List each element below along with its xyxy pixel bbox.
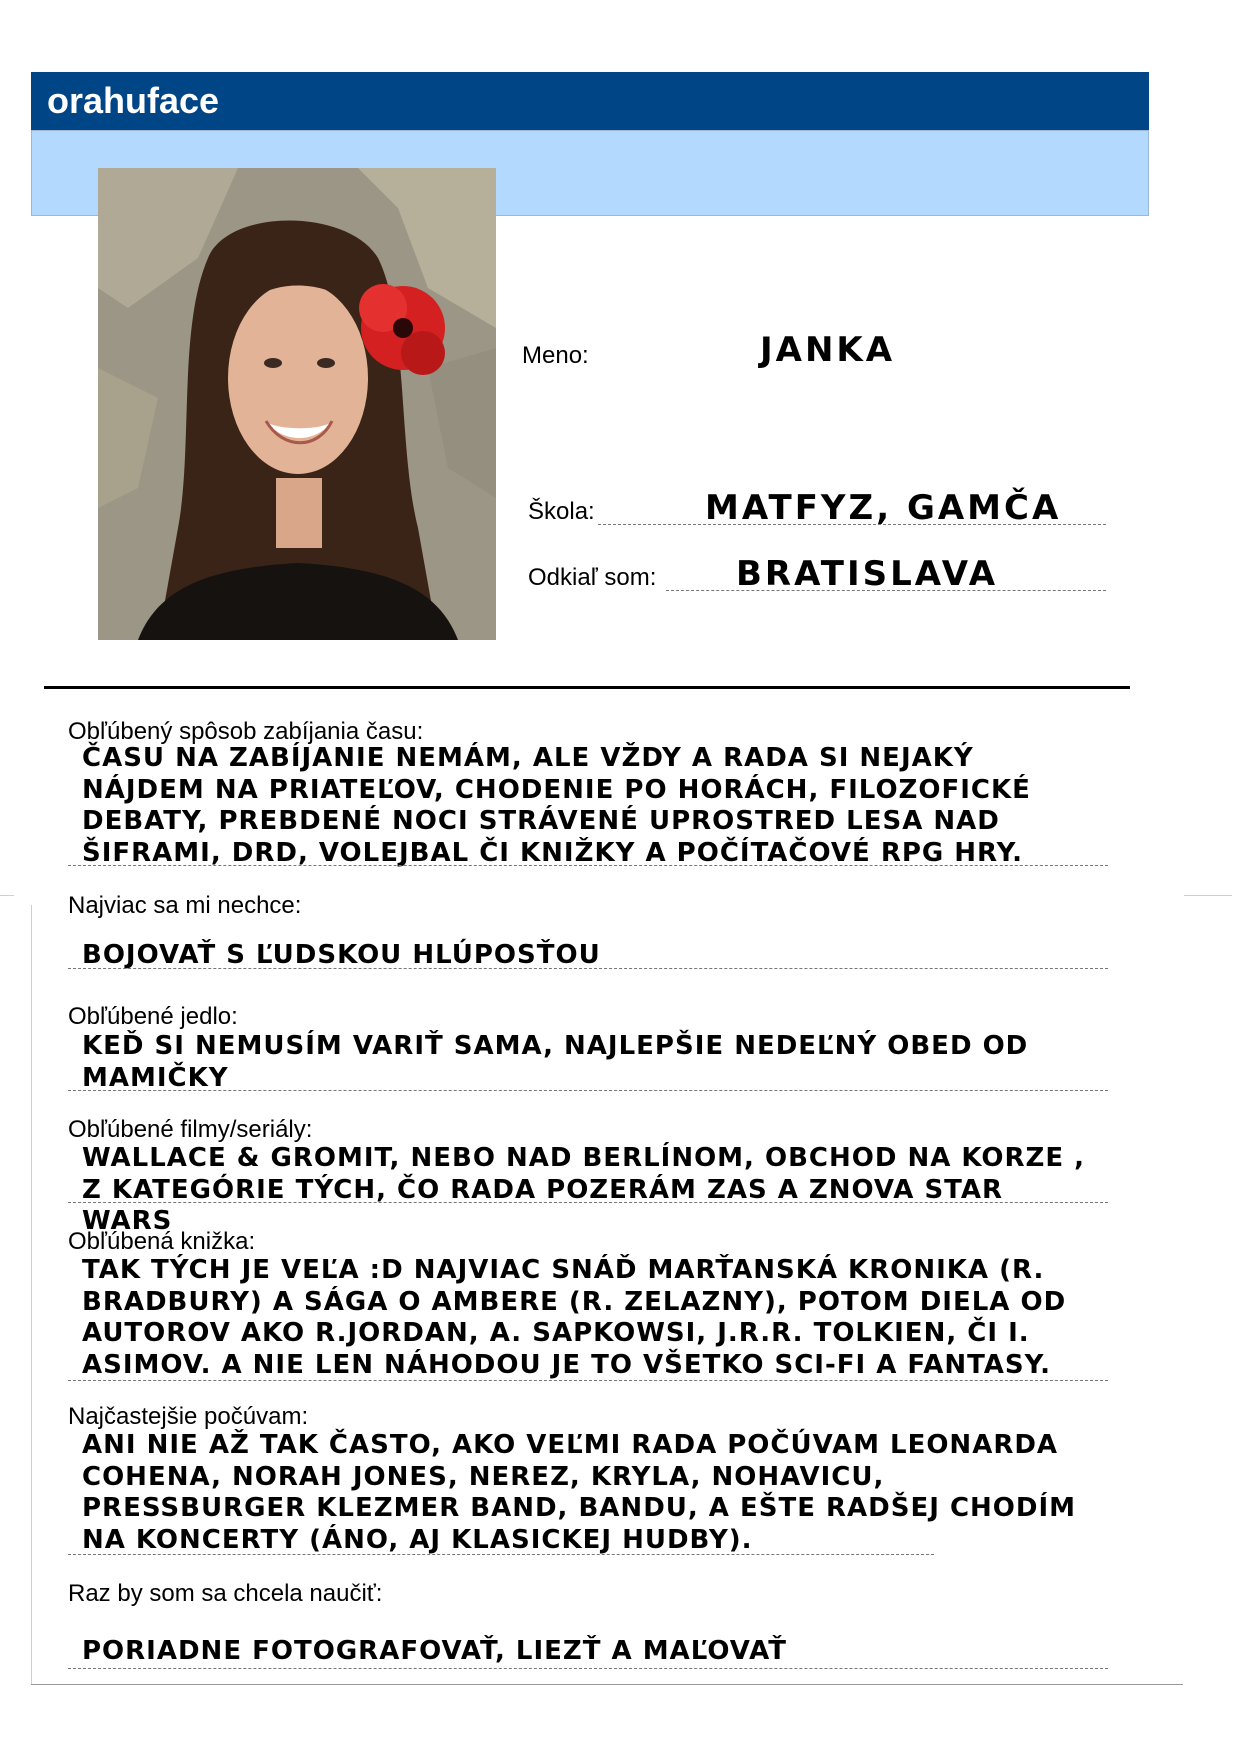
answer-music: ANI NIE AŽ TAK ČASTO, AKO VEĽMI RADA POČÚVAM LEONARDA COHENA, NORAH JONES, NEREZ, KRYLA, NOHAVICU, PRESSBURGER KLEZMER BAND, BANDU, A EŠTE RADŠEJ CHODÍM NA KONCERTY (ÁNO, AJ KLASICKEJ HUDBY). — [82, 1430, 1077, 1555]
name-value: JANKA — [760, 330, 896, 370]
answer-learn: PORIADNE FOTOGRAFOVAŤ, LIEZŤ A MAĽOVAŤ — [82, 1636, 787, 1666]
portrait-image — [98, 168, 496, 640]
answer-dotted-line — [68, 1090, 1108, 1091]
school-value: MATFYZ, GAMČA — [705, 488, 1062, 528]
school-dotted-line — [598, 524, 1106, 525]
margin-mark — [1184, 895, 1232, 896]
from-dotted-line — [666, 590, 1106, 591]
question-label-learn: Raz by som sa chcela naučiť: — [68, 1580, 383, 1607]
section-divider — [44, 686, 1130, 689]
profile-photo — [98, 168, 496, 640]
left-rule — [31, 905, 32, 1685]
answer-book: TAK TÝCH JE VEĽA :D NAJVIAC SNÁĎ MARŤANSKÁ KRONIKA (R. BRADBURY) A SÁGA O AMBERE (R. ZELAZNY), POTOM DIELA OD AUTOROV AKO R.JORDAN, A. SAPKOWSI, J.R.R. TOLKIEN, ČI I. ASIMOV. A NIE LEN NÁHODOU JE TO VŠETKO SCI-FI A FANTASY. — [82, 1255, 1067, 1380]
answer-pastime: ČASU NA ZABÍJANIE NEMÁM, ALE VŽDY A RADA SI NEJAKÝ NÁJDEM NA PRIATEĽOV, CHODENIE PO HORÁCH, FILOZOFICKÉ DEBATY, PREBDENÉ NOCI STRÁVENÉ UPROSTRED LESA NAD ŠIFRAMI, DRD, VOLEJBAL ČI KNIŽKY A POČÍTAČOVÉ RPG HRY. — [82, 743, 1031, 868]
answer-dotted-line — [68, 1202, 1108, 1203]
school-label: Škola: — [528, 498, 595, 525]
question-label-book: Obľúbená knižka: — [68, 1228, 256, 1255]
answer-films: WALLACE & GROMIT, NEBO NAD BERLÍNOM, OBCHOD NA KORZE , Z KATEGÓRIE TÝCH, ČO RADA POZERÁM ZAS A ZNOVA STAR WARS — [82, 1143, 1086, 1236]
answer-dotted-line — [68, 865, 1108, 866]
answer-dotted-line — [68, 968, 1108, 969]
question-label-pastime: Obľúbený spôsob zabíjania času: — [68, 718, 424, 745]
question-label-films: Obľúbené filmy/seriály: — [68, 1116, 313, 1143]
answer-dotted-line — [68, 1668, 1108, 1669]
answer-dotted-line — [68, 1380, 1108, 1381]
question-label-dislike: Najviac sa mi nechce: — [68, 892, 302, 919]
question-label-food: Obľúbené jedlo: — [68, 1003, 238, 1030]
answer-dislike: BOJOVAŤ S ĽUDSKOU HLÚPOSŤOU — [82, 940, 601, 970]
answer-dotted-line — [68, 1554, 934, 1555]
name-label: Meno: — [522, 342, 589, 369]
from-value: BRATISLAVA — [736, 554, 999, 594]
header-bar — [31, 72, 1149, 130]
bottom-rule — [31, 1684, 1183, 1685]
question-label-music: Najčastejšie počúvam: — [68, 1403, 309, 1430]
answer-food: KEĎ SI NEMUSÍM VARIŤ SAMA, NAJLEPŠIE NEDEĽNÝ OBED OD MAMIČKY — [82, 1031, 1029, 1093]
margin-mark — [0, 895, 14, 896]
page-title: orahuface — [47, 80, 220, 121]
from-label: Odkiaľ som: — [528, 564, 657, 591]
